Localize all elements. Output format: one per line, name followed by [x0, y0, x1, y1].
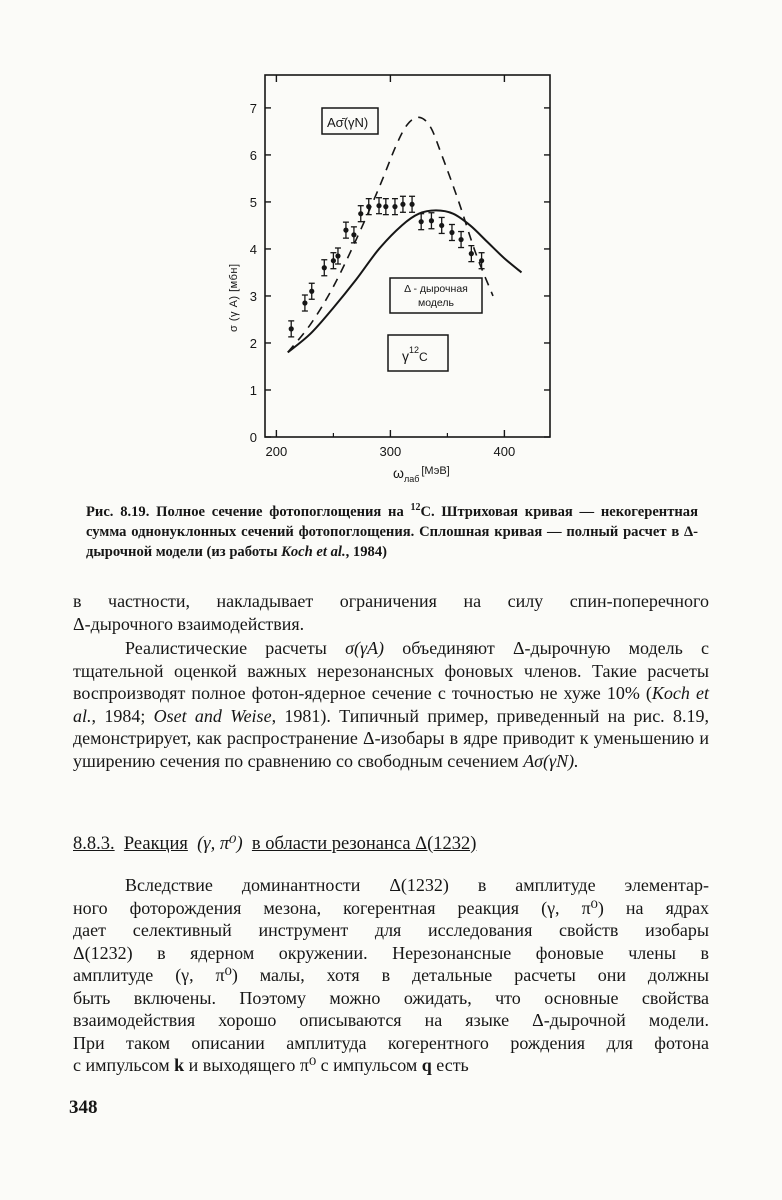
y-axis-label: σ (γ A) [мбн] [228, 263, 240, 332]
y-tick-label: 0 [249, 430, 257, 445]
y-tick-label: 4 [249, 241, 257, 257]
cross-section-chart [210, 70, 570, 490]
momentum-k: k [174, 1055, 185, 1075]
legend-model-line2: модель [417, 297, 455, 309]
data-point [302, 295, 308, 311]
data-point [400, 196, 406, 212]
data-point [383, 199, 389, 215]
caption-label: Рис. 8.19. [86, 503, 150, 520]
y-tick-label: 7 [249, 100, 257, 116]
citation-koch: Koch et al. [73, 683, 709, 726]
section-heading [73, 833, 476, 855]
data-point [309, 283, 315, 299]
x-tick-label: 300 [379, 444, 402, 459]
momentum-q: q [421, 1055, 432, 1075]
section-number: 8.8.3. [73, 834, 115, 854]
legend-dashed-label: Aσ̄(γN) [327, 115, 369, 130]
caption-citation: Koch et al. [281, 543, 346, 560]
data-point [418, 214, 424, 230]
paragraph-continuation: в частности, накладывает ограничения на силу спин-поперечного Δ-дырочного взаимодействия. [73, 591, 709, 634]
y-tick-label: 1 [249, 382, 257, 398]
data-point [330, 253, 336, 269]
section-reaction: (γ, π⁰) [197, 834, 243, 854]
data-point [428, 213, 434, 229]
y-tick-label: 3 [249, 288, 257, 304]
data-point [343, 222, 349, 238]
data-point [321, 260, 327, 276]
data-point [449, 224, 455, 240]
data-point [288, 321, 294, 337]
y-tick-label: 6 [249, 147, 257, 163]
page-number: 348 [69, 1097, 98, 1118]
paragraph-dominance: Вследствие доминантности Δ(1232) в амплитуде элементар- ного фоторождения мезона, когерентная реакция (γ, π⁰) на ядрах дает селективный инструмент для исследования свойств изобары Δ(1232) в ядерном окружении. Нерезонансные фоновые члены в амплитуде (γ, π⁰) малы, хотя в детальные расчеты они должны быть включены. Поэтому можно ожидать, что основные свойства взаимодействия хорошо описываются на языке Δ-дырочной модели. При таком описании амплитуда когерентного рождения для фотона с импульсом k и выходящего π⁰ с импульсом q есть [73, 875, 709, 1075]
citation-oset-weise: Oset and Weise [153, 705, 272, 726]
figure-caption: Рис. 8.19. Полное сечение фотопоглощения на $^{12}$C. Штриховая кривая — некогерентная сумма однонуклонных сечений фотопоглощения. Сплошная кривая — полный расчет в Δ-дырочной модели (из работы Koch et al., 1984) [86, 502, 698, 560]
y-tick-label: 5 [249, 194, 257, 210]
section-word: Реакция [123, 834, 188, 854]
x-axis-label: $\omega_{лаб}[МэВ]$ [393, 465, 450, 484]
legend-model-line1: Δ - дырочная [404, 283, 468, 295]
legend-nucleus-label: $\gamma^{12}C$ [402, 345, 428, 364]
data-point [439, 217, 445, 233]
data-point [335, 248, 341, 264]
x-tick-label: 400 [493, 444, 516, 459]
x-tick-label: 200 [265, 444, 288, 459]
dashed-curve-incoherent-sum [288, 117, 493, 352]
data-point [409, 196, 415, 212]
data-point [479, 253, 485, 269]
data-point [366, 199, 372, 215]
paragraph-realistic-calculations: Реалистические расчеты σ(γA) объединяют Δ-дырочную модель с тщательной оценкой важных нерезонансных фоновых членов. Такие расчеты воспроизводят полное фотон-ядерное сечение с точностью не хуже 10% (Koch et al., 1984; Oset and Weise, 1981). Типичный пример, приведенный на рис. 8.19, демонстрирует, как распространение Δ-изобары в ядре приводит к уменьшению и уширению сечения по сравнению со свободным сечением Aσ(γN). [73, 638, 709, 771]
data-point [358, 206, 364, 222]
y-tick-label: 2 [249, 335, 257, 351]
plot-frame [265, 75, 550, 437]
figure-8-19 [210, 70, 570, 490]
data-point [458, 232, 464, 248]
section-rest: в области резонанса Δ(1232) [251, 834, 477, 854]
data-point [376, 198, 382, 214]
data-point [392, 199, 398, 215]
